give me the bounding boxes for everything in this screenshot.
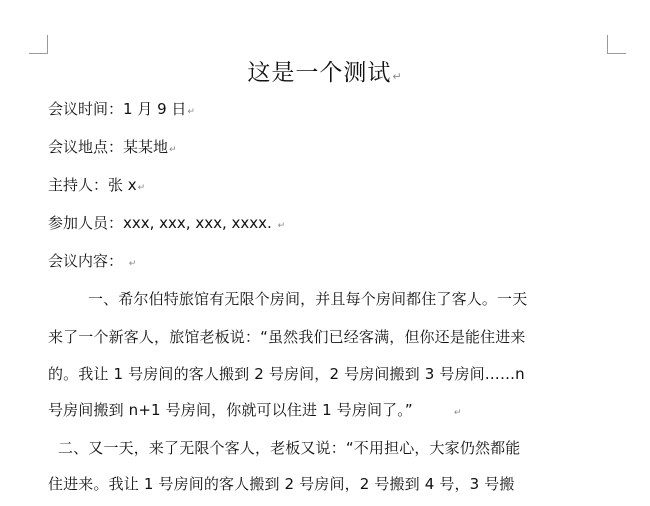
document-title — [0, 56, 650, 94]
meta-row-location — [48, 136, 177, 161]
meta-label: 会议内容： — [48, 252, 124, 270]
text-line: 住进来。我让 1 号房间的客人搬到 2 号房间，2 号搬到 4 号，3 号搬 — [48, 475, 515, 493]
meta-value: 1 月 9 日 — [123, 100, 187, 118]
crop-mark-top-left — [29, 35, 48, 54]
paragraph-mark-icon: ↵ — [137, 183, 146, 193]
meta-row-content — [48, 250, 136, 275]
meta-value: 某某地 — [123, 138, 169, 156]
paragraph-2-line-1 — [58, 437, 520, 459]
crop-mark-top-right — [607, 35, 626, 54]
paragraph-2-line-2 — [48, 473, 515, 495]
meta-label: 会议地点： — [48, 138, 124, 156]
text-line: 一、希尔伯特旅馆有无限个房间，并且每个房间都住了客人。一天 — [88, 290, 528, 308]
paragraph-mark-icon: ↵ — [169, 145, 177, 155]
text-line: 二、又一天，来了无限个客人，老板又说：“不用担心，大家仍然都能 — [58, 439, 521, 457]
text-line: 的。我让 1 号房间的客人搬到 2 号房间，2 号房间搬到 3 号房间……n — [48, 365, 525, 383]
paragraph-mark-icon: ↵ — [128, 259, 137, 269]
meta-row-time — [48, 98, 195, 123]
meta-row-host — [48, 174, 145, 199]
text-line: 号房间搬到 n+1 号房间，你就可以住进 1 号房间了。” — [48, 401, 413, 419]
paragraph-mark-icon: ↵ — [277, 221, 286, 231]
document-title-text: 这是一个测试 — [247, 60, 392, 86]
meta-label: 参加人员： — [48, 214, 124, 232]
paragraph-mark-icon: ↵ — [392, 70, 403, 83]
paragraph-mark-icon: ↵ — [187, 107, 195, 117]
paragraph-1-line-1 — [88, 288, 527, 310]
paragraph-1-line-4 — [48, 399, 462, 424]
meta-label: 会议时间： — [48, 100, 124, 118]
meta-value: 张 x — [108, 176, 137, 194]
meta-label: 主持人： — [48, 176, 109, 194]
text-line: 来了一个新客人，旅馆老板说：“虽然我们已经客满，但你还是能住进来 — [48, 328, 526, 346]
meta-row-attendees — [48, 212, 285, 237]
paragraph-mark-icon: ↵ — [453, 408, 462, 418]
meta-value: xxx, xxx, xxx, xxxx. — [123, 214, 272, 232]
paragraph-1-line-2 — [48, 326, 526, 348]
paragraph-1-line-3 — [48, 363, 525, 385]
